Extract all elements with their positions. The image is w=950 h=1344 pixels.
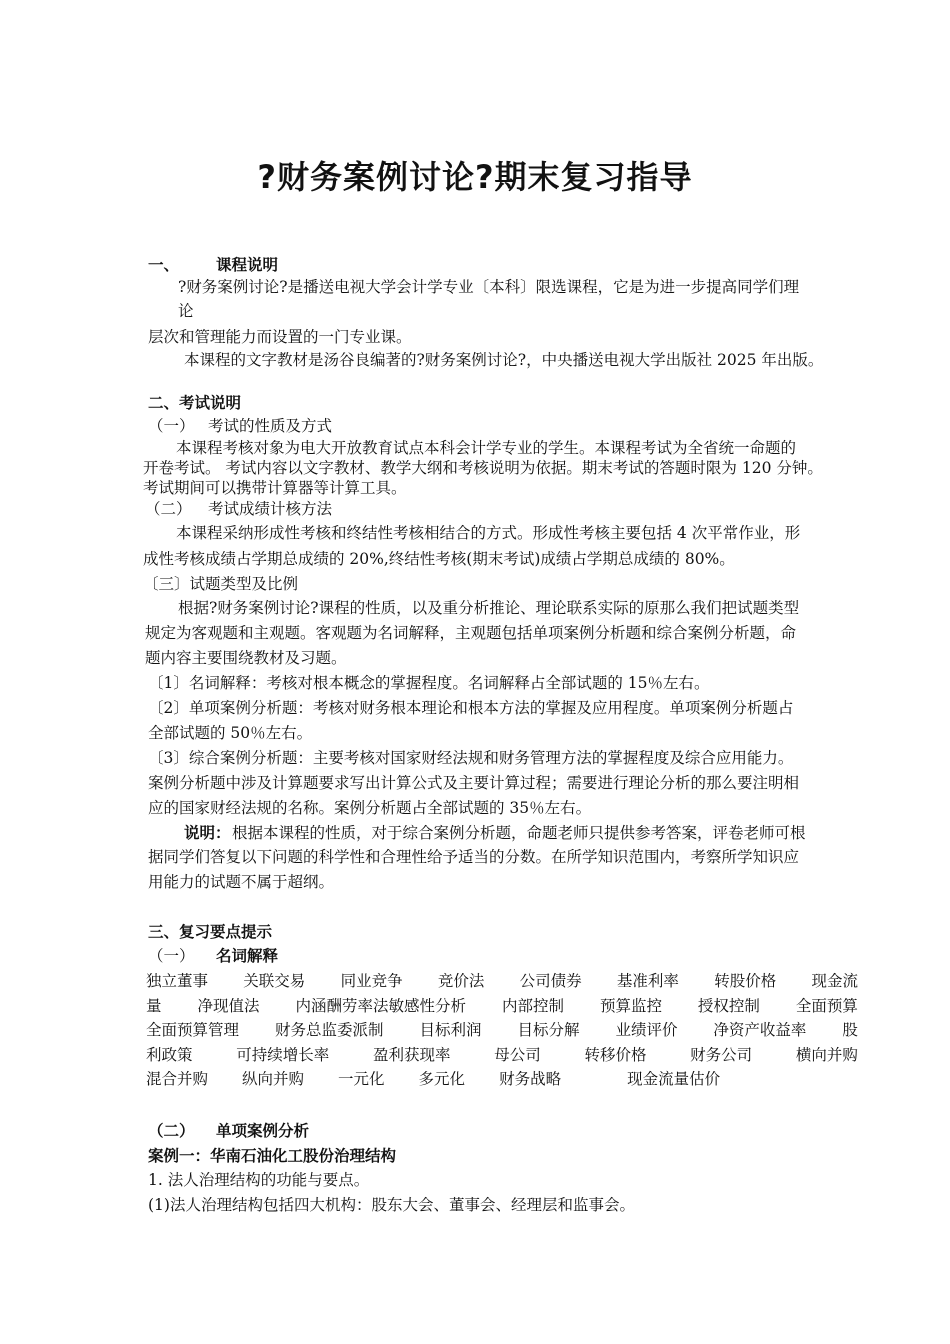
paragraph-line: 本课程的文字教材是汤谷良编著的?财务案例讨论?，中央播送电视大学出版社 2025 年出版。: [184, 351, 824, 369]
term: 多元化: [418, 1070, 466, 1088]
term: 目标分解: [517, 1021, 580, 1039]
term: 关联交易: [243, 972, 306, 990]
term-row: [146, 1019, 858, 1044]
paragraph-line: 论: [178, 302, 194, 320]
subsection-heading: 名词解释: [216, 947, 279, 965]
term: 净现值法: [197, 996, 260, 1015]
term: 同业竞争: [340, 972, 403, 990]
term: 转移价格: [584, 1045, 647, 1064]
list-item: 〔2〕单项案例分析题：考核对财务根本理论和根本方法的掌握及应用程度。单项案例分析题占: [148, 699, 794, 717]
list-item: 全部试题的 50％左右。: [148, 724, 313, 742]
paragraph-line: 规定为客观题和主观题。客观题为名词解释，主观题包括单项案例分析题和综合案例分析题，命: [145, 624, 797, 642]
term: 纵向并购: [242, 1070, 305, 1088]
term-row: [146, 995, 858, 1020]
term: 基准利率: [616, 972, 679, 990]
paragraph-line: ?财务案例讨论?是播送电视大学会计学专业〔本科〕限选课程，它是为进一步提高同学们理: [178, 278, 800, 296]
term: 目标利润: [419, 1021, 482, 1039]
term: 盈利获现率: [372, 1045, 451, 1064]
term: 预算监控: [599, 996, 662, 1015]
list-item: 〔1〕名词解释：考核对根本概念的掌握程度。名词解释占全部试题的 15％左右。: [148, 674, 710, 692]
subsection-heading: 考试成绩计核方法: [208, 500, 333, 518]
term: 财务总监委派制: [274, 1021, 384, 1039]
term: 公司债券: [519, 972, 582, 990]
paragraph-line: 1. 法人治理结构的功能与要点。: [148, 1171, 370, 1189]
paragraph-line: 题内容主要围绕教材及习题。: [145, 649, 347, 667]
term: 内涵酬劳率法敏感性分析: [295, 996, 466, 1015]
case-heading: 案例一：华南石油化工股份治理结构: [148, 1147, 397, 1165]
term: 量: [146, 996, 162, 1015]
term: 现金流: [811, 972, 858, 990]
term: 母公司: [494, 1045, 541, 1064]
term: 业绩评价: [615, 1021, 678, 1039]
term: 净资产收益率: [713, 1021, 807, 1039]
paragraph-line: 根据本课程的性质，对于综合案例分析题，命题老师只提供参考答案，评卷老师可根: [232, 824, 806, 842]
term: 现金流量估价: [627, 1070, 721, 1088]
paragraph-line: 开卷考试。 考试内容以文字教材、教学大纲和考核说明为依据。期末考试的答题时限为 120 分钟。: [143, 459, 823, 477]
section-1-heading: 课程说明: [216, 256, 279, 274]
term: 财务战略: [499, 1070, 562, 1088]
term: 混合并购: [146, 1070, 209, 1088]
term: 转股价格: [714, 972, 777, 990]
paragraph-line: 本课程采纳形成性考核和终结性考核相结合的方式。形成性考核主要包括 4 次平常作业，形: [176, 524, 801, 542]
list-item: 案例分析题中涉及计算题要求写出计算公式及主要计算过程；需要进行理论分析的那么要注明相: [148, 774, 800, 792]
paragraph-line: 层次和管理能力而设置的一门专业课。: [148, 328, 412, 346]
term: 独立董事: [146, 972, 209, 990]
term: 竞价法: [437, 972, 485, 990]
document-title: ?财务案例讨论?期末复习指导: [257, 158, 693, 196]
term-row: [146, 1044, 858, 1069]
term: 全面预算: [795, 996, 858, 1015]
subsection-number: （二）: [145, 500, 192, 518]
subsection-number: （二）: [148, 1122, 195, 1140]
paragraph-line: (1)法人治理结构包括四大机构：股东大会、董事会、经理层和监事会。: [148, 1196, 635, 1214]
subsection-number: （一）: [148, 947, 195, 965]
term: 内部控制: [501, 996, 564, 1015]
term: 利政策: [146, 1045, 193, 1064]
subsection-heading: 单项案例分析: [216, 1122, 310, 1140]
term: 一元化: [338, 1070, 385, 1088]
term: 股: [842, 1021, 858, 1039]
subsection-heading: 〔三〕试题类型及比例: [143, 575, 299, 593]
note-label: 说明：: [184, 824, 231, 842]
paragraph-line: 成性考核成绩占学期总成绩的 20%,终结性考核(期末考试)成绩占学期总成绩的 80%。: [143, 550, 735, 568]
subsection-heading: 考试的性质及方式: [208, 417, 333, 435]
section-3-heading: 三、复习要点提示: [148, 923, 273, 941]
paragraph-line: 本课程考核对象为电大开放教育试点本科会计学专业的学生。本课程考试为全省统一命题的: [176, 439, 797, 457]
paragraph-line: 用能力的试题不属于超纲。: [148, 873, 335, 891]
section-2-heading: 二、考试说明: [148, 394, 242, 412]
term: 授权控制: [697, 996, 760, 1015]
term: 全面预算管理: [146, 1021, 240, 1039]
section-1-number: 一、: [148, 256, 180, 274]
term: 财务公司: [690, 1045, 753, 1064]
paragraph-line: 考试期间可以携带计算器等计算工具。: [143, 479, 407, 497]
list-item: 应的国家财经法规的名称。案例分析题占全部试题的 35％左右。: [148, 799, 592, 817]
paragraph-line: 根据?财务案例讨论?课程的性质，以及重分析推论、理论联系实际的原那么我们把试题类型: [178, 599, 800, 617]
paragraph-line: 据同学们答复以下问题的科学性和合理性给予适当的分数。在所学知识范围内，考察所学知识应: [148, 848, 800, 866]
subsection-number: （一）: [148, 417, 195, 435]
term-row: [146, 1068, 858, 1093]
list-item: 〔3〕综合案例分析题：主要考核对国家财经法规和财务管理方法的掌握程度及综合应用能力。: [148, 749, 794, 767]
term-row: [146, 970, 858, 995]
term: 可持续增长率: [236, 1045, 330, 1064]
term: 横向并购: [795, 1045, 858, 1064]
term-list: [146, 970, 858, 1093]
